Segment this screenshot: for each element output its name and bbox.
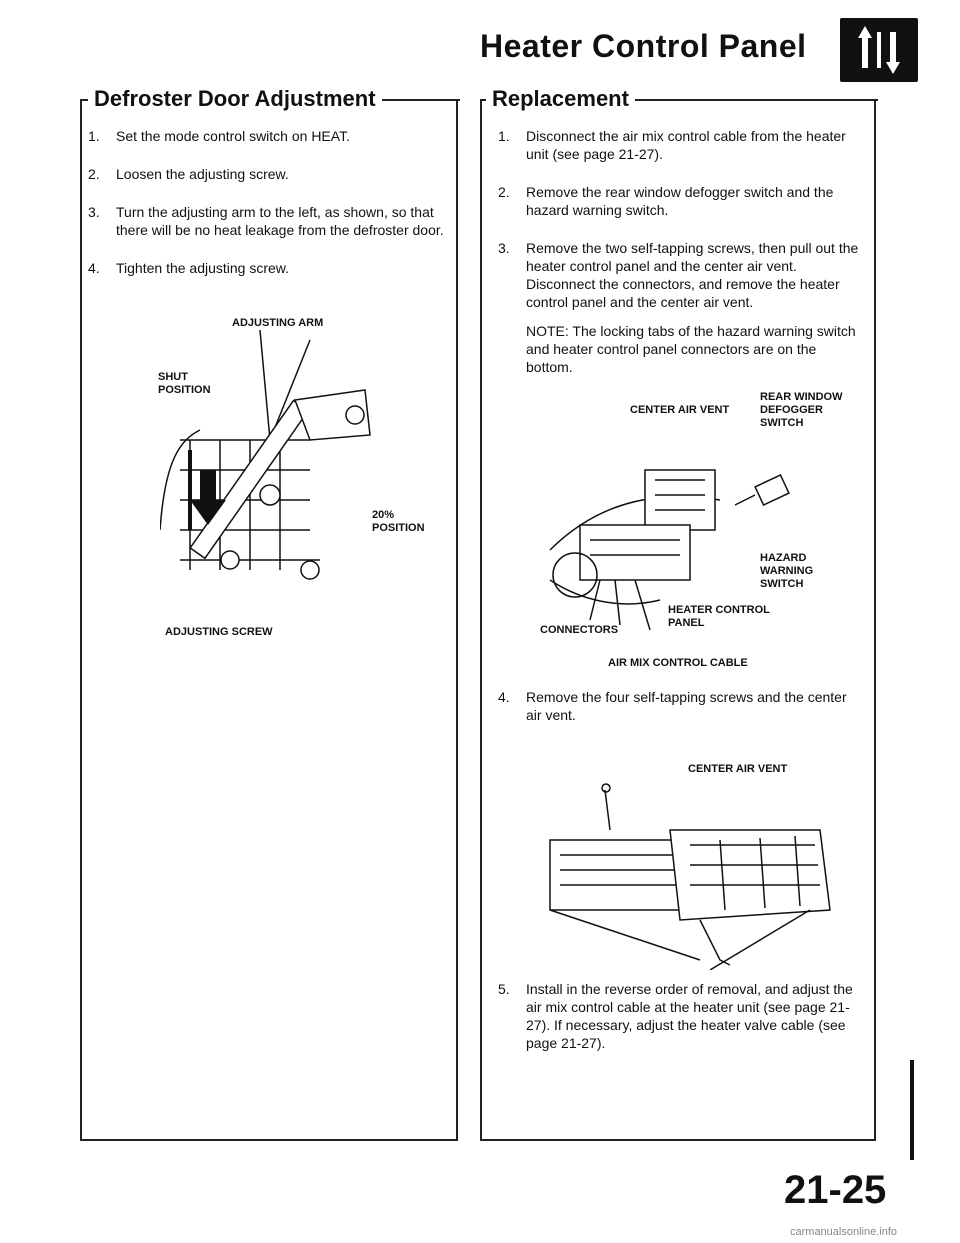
label-defogger-switch: SWITCH	[760, 417, 804, 429]
label-shut-position: POSITION	[158, 384, 211, 396]
left-step-3: 3. Turn the adjusting arm to the left, as shown, so that there will be no heat leakage from the defroster door.	[88, 204, 444, 238]
label-center-air-vent: CENTER AIR VENT	[630, 404, 730, 416]
right-step-4: 4. Remove the four self-tapping screws and the center air vent.	[498, 689, 847, 723]
defroster-door-illustration	[160, 330, 380, 610]
left-step-1: 1. Set the mode control switch on HEAT.	[88, 128, 350, 144]
label-20-position: POSITION	[372, 522, 425, 534]
page-title: Heater Control Panel	[480, 28, 807, 64]
label-shut: SHUT	[158, 371, 188, 383]
label-rear-window: REAR WINDOW	[760, 391, 843, 403]
label-adjusting-arm: ADJUSTING ARM	[232, 317, 324, 329]
label-hazard: HAZARD	[760, 552, 807, 564]
label-hazard-switch: SWITCH	[760, 578, 804, 590]
label-adjusting-screw: ADJUSTING SCREW	[165, 626, 273, 638]
label-connectors: CONNECTORS	[540, 624, 619, 636]
right-section-title: Replacement	[486, 86, 635, 112]
right-step-2: 2. Remove the rear window defogger switch and the hazard warning switch.	[498, 184, 834, 218]
label-heater-control: HEATER CONTROL	[668, 604, 770, 616]
label-air-mix-cable: AIR MIX CONTROL CABLE	[608, 657, 748, 669]
section-nav-icon	[840, 18, 918, 82]
right-step-3: 3. Remove the two self-tapping screws, then pull out the heater control panel and the center air vent. Disconnect the connectors, and remove the heater control panel and the center air vent.	[498, 240, 859, 310]
label-panel: PANEL	[668, 617, 705, 629]
right-note: NOTE: The locking tabs of the hazard warning switch and heater control panel connectors are on the bottom.	[526, 323, 856, 375]
center-air-vent-illustration	[520, 760, 840, 970]
margin-bar	[910, 1060, 914, 1160]
left-step-2: 2. Loosen the adjusting screw.	[88, 166, 289, 182]
left-panel	[80, 99, 458, 1141]
page-number: 21-25	[784, 1168, 887, 1212]
right-step-5: 5. Install in the reverse order of removal, and adjust the air mix control cable at the heater unit (see page 21-27). If necessary, adjust the heater valve cable (see page 21-27).	[498, 981, 853, 1051]
left-step-4: 4. Tighten the adjusting screw.	[88, 260, 290, 276]
right-step-1: 1. Disconnect the air mix control cable from the heater unit (see page 21-27).	[498, 128, 846, 162]
label-center-air-vent-2: CENTER AIR VENT	[688, 763, 788, 775]
label-defogger: DEFOGGER	[760, 404, 823, 416]
watermark: carmanualsonline.info	[790, 1226, 898, 1238]
left-section-title: Defroster Door Adjustment	[88, 86, 382, 112]
label-warning: WARNING	[760, 565, 814, 577]
label-20: 20%	[372, 509, 395, 521]
